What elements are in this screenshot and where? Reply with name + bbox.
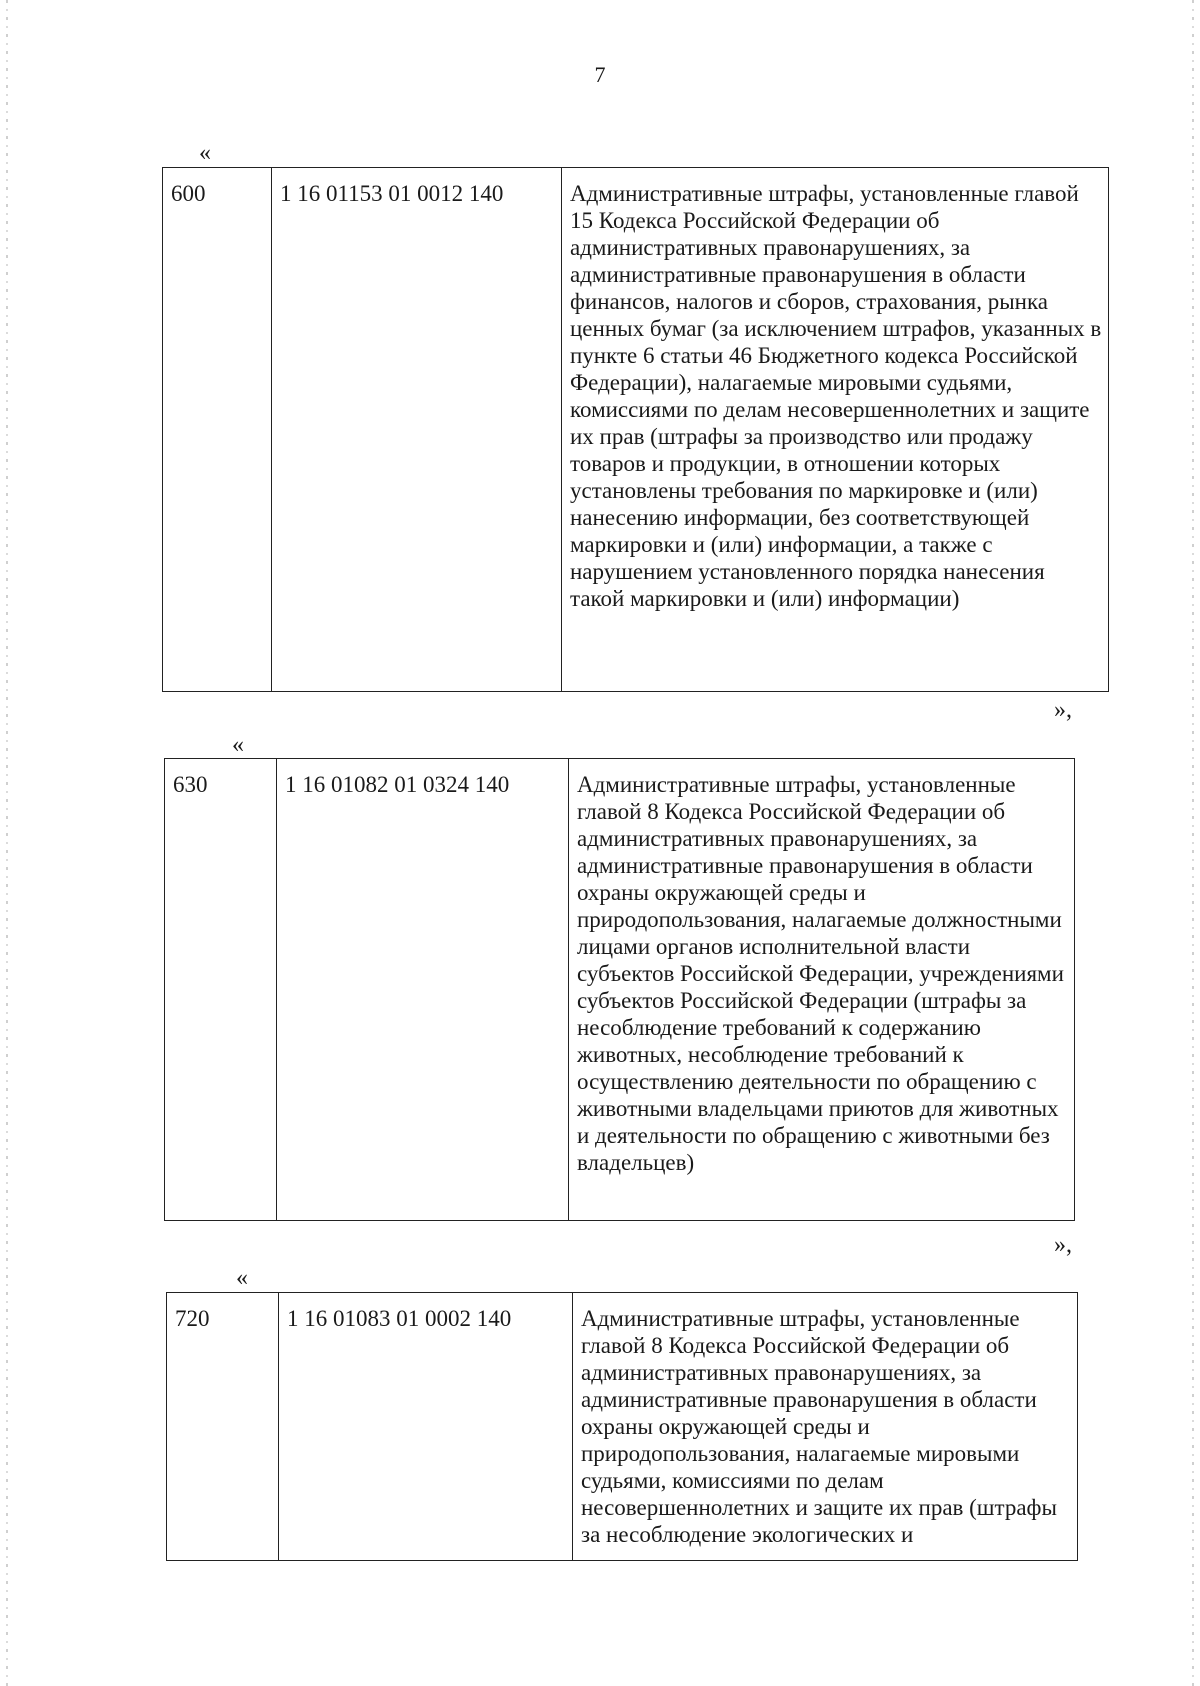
row-description: Административные штрафы, установленные главой 8 Кодекса Российской Федерации об административных правонарушениях, за административные правонарушения в области охраны окружающей среды и природопользования, налагаемые должностными лицами органов исполнительной власти субъектов Российской Федерации, учреждениями субъектов Российской Федерации (штрафы за несоблюдение требований к содержанию животных, несоблюдение требований к осуществлению деятельности по обращению с животными владельцами приютов для животных и деятельности по обращению с животными без владельцев) <box>569 759 1075 1221</box>
row-number: 600 <box>163 168 272 692</box>
table-row <box>167 1293 1078 1561</box>
opening-quote: « <box>199 140 211 166</box>
table-row-block <box>164 758 1075 1221</box>
scan-edge-right <box>1192 0 1194 1686</box>
table-row-block <box>166 1292 1078 1561</box>
opening-quote: « <box>232 732 244 758</box>
page-number: 7 <box>594 62 606 87</box>
table-row <box>165 759 1075 1221</box>
kbk-code: 1 16 01083 01 0002 140 <box>279 1293 573 1561</box>
closing-quote: », <box>1054 697 1072 723</box>
row-description: Административные штрафы, установленные главой 15 Кодекса Российской Федерации об административных правонарушениях, за административные правонарушения в области финансов, налогов и сборов, страхования, рынка ценных бумаг (за исключением штрафов, указанных в пункте 6 статьи 46 Бюджетного кодекса Российской Федерации), налагаемые мировыми судьями, комиссиями по делам несовершеннолетних и защите их прав (штрафы за производство или продажу товаров и продукции, в отношении которых установлены требования по маркировке и (или) нанесению информации, без соответствующей маркировки и (или) информации, а также с нарушением установленного порядка нанесения такой маркировки и (или) информации) <box>562 168 1109 692</box>
closing-quote: », <box>1054 1232 1072 1258</box>
table-row <box>163 168 1109 692</box>
kbk-code: 1 16 01082 01 0324 140 <box>277 759 569 1221</box>
opening-quote: « <box>236 1265 248 1291</box>
row-description: Административные штрафы, установленные главой 8 Кодекса Российской Федерации об административных правонарушениях, за административные правонарушения в области охраны окружающей среды и природопользования, налагаемые мировыми судьями, комиссиями по делам несовершеннолетних и защите их прав (штрафы за несоблюдение экологических и <box>573 1293 1078 1561</box>
kbk-code: 1 16 01153 01 0012 140 <box>272 168 562 692</box>
scan-edge-left <box>6 0 8 1686</box>
row-number: 720 <box>167 1293 279 1561</box>
table-row-block <box>162 167 1109 692</box>
row-number: 630 <box>165 759 277 1221</box>
